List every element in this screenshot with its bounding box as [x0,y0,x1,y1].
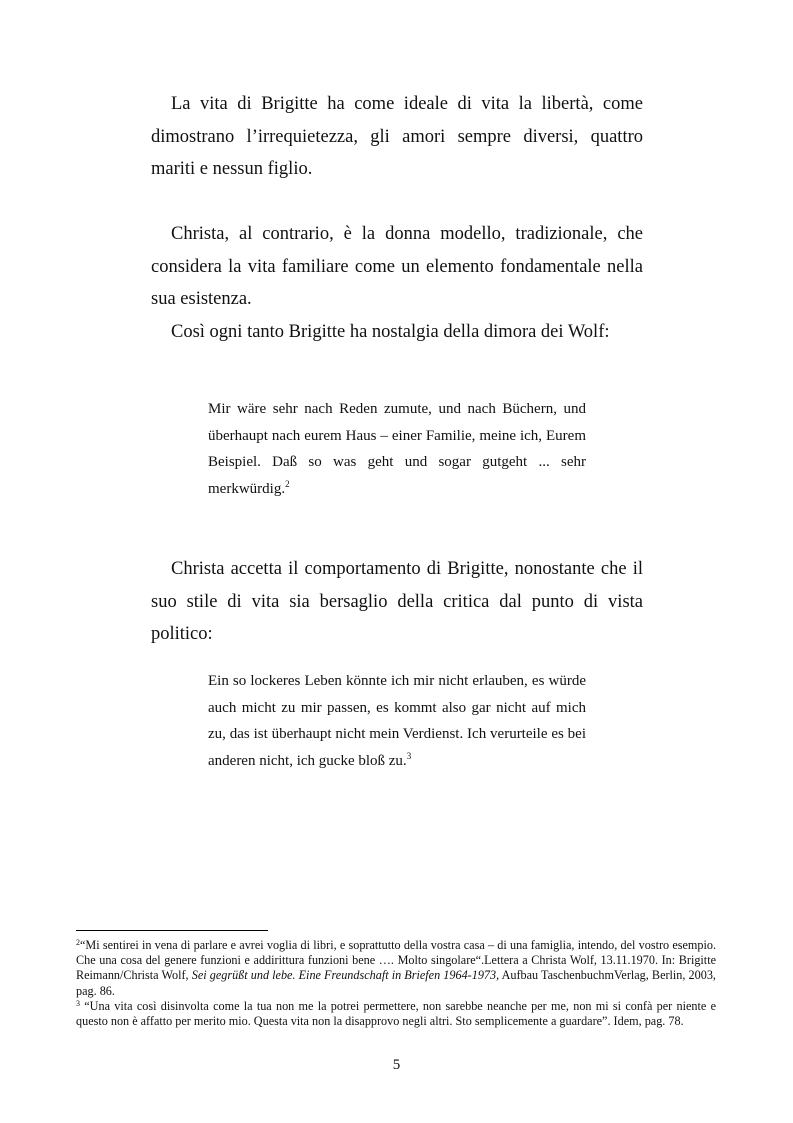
footnote-2-book-title: Sei gegrüßt und lebe. Eine Freundschaft in Briefen 1964-1973, [191,968,500,983]
paragraph-nostalgia: Così ogni tanto Brigitte ha nostalgia della dimora dei Wolf: [171,322,610,342]
block-quote-1 [208,396,586,502]
footnote-separator [76,930,268,931]
footnote-2 [76,938,716,999]
footnote-2-mark: 2 [76,938,80,947]
page-number: 5 [392,1057,401,1073]
footnote-3-mark: 3 [76,999,80,1008]
paragraph-christa-model: Christa, al contrario, è la donna modello, tradizionale, che considera la vita familiare come un elemento fondamentale nella sua esistenza. [151,224,643,309]
footnote-ref-3[interactable]: 3 [406,750,412,761]
block-quote-2-text: Ein so lockeres Leben könnte ich mir nicht erlauben, es würde auch micht zu mir passen, es kommt also gar nicht auf mich zu, das ist überhaupt nicht mein Verdienst. Ich verurteile es bei anderen nicht, ich gucke bloß zu. [208,673,586,769]
paragraph-brigitte-freedom: La vita di Brigitte ha come ideale di vita la libertà, come dimostrano l’irrequietezza, gli amori sempre diversi, quattro mariti e nessun figlio. [151,94,643,179]
block-quote-1-text: Mir wäre sehr nach Reden zumute, und nach Büchern, und überhaupt nach eurem Haus – einer Familie, meine ich, Eurem Beispiel. Daß so was geht und sogar gutgeht ... sehr merkwürdig. [208,401,586,497]
footnote-ref-2[interactable]: 2 [285,478,290,489]
footnote-3 [76,999,716,1029]
footnote-2-text: “Mi sentirei in vena di parlare e avrei voglia di libri, e soprattutto della vostra casa – di una famiglia, intendo, del vostro esempio. Che una cosa del genere funzioni e addirittura funzioni bene …. Molto singolare“.Lettera a Christa Wolf, 13.11.1970. In: Brigitte Reimann/Christa Wolf, [76,938,716,983]
block-quote-2 [208,668,586,774]
footnote-3-text: “Una vita così disinvolta come la tua non me la potrei permettere, non sarebbe neanche per me, non mi si confà per niente e questo non è affatto per merito mio. Questa vita non la disapprovo negli altri. Sto semplicemente a guardare”. Idem, pag. 78. [76,999,716,1029]
paragraph-christa-accepts: Christa accetta il comportamento di Brigitte, nonostante che il suo stile di vita sia bersaglio della critica dal punto di vista politico: [151,559,643,644]
footnote-2-publisher: Aufbau TaschenbuchmVerlag, Berlin, 2003, pag. 86. [76,968,716,998]
